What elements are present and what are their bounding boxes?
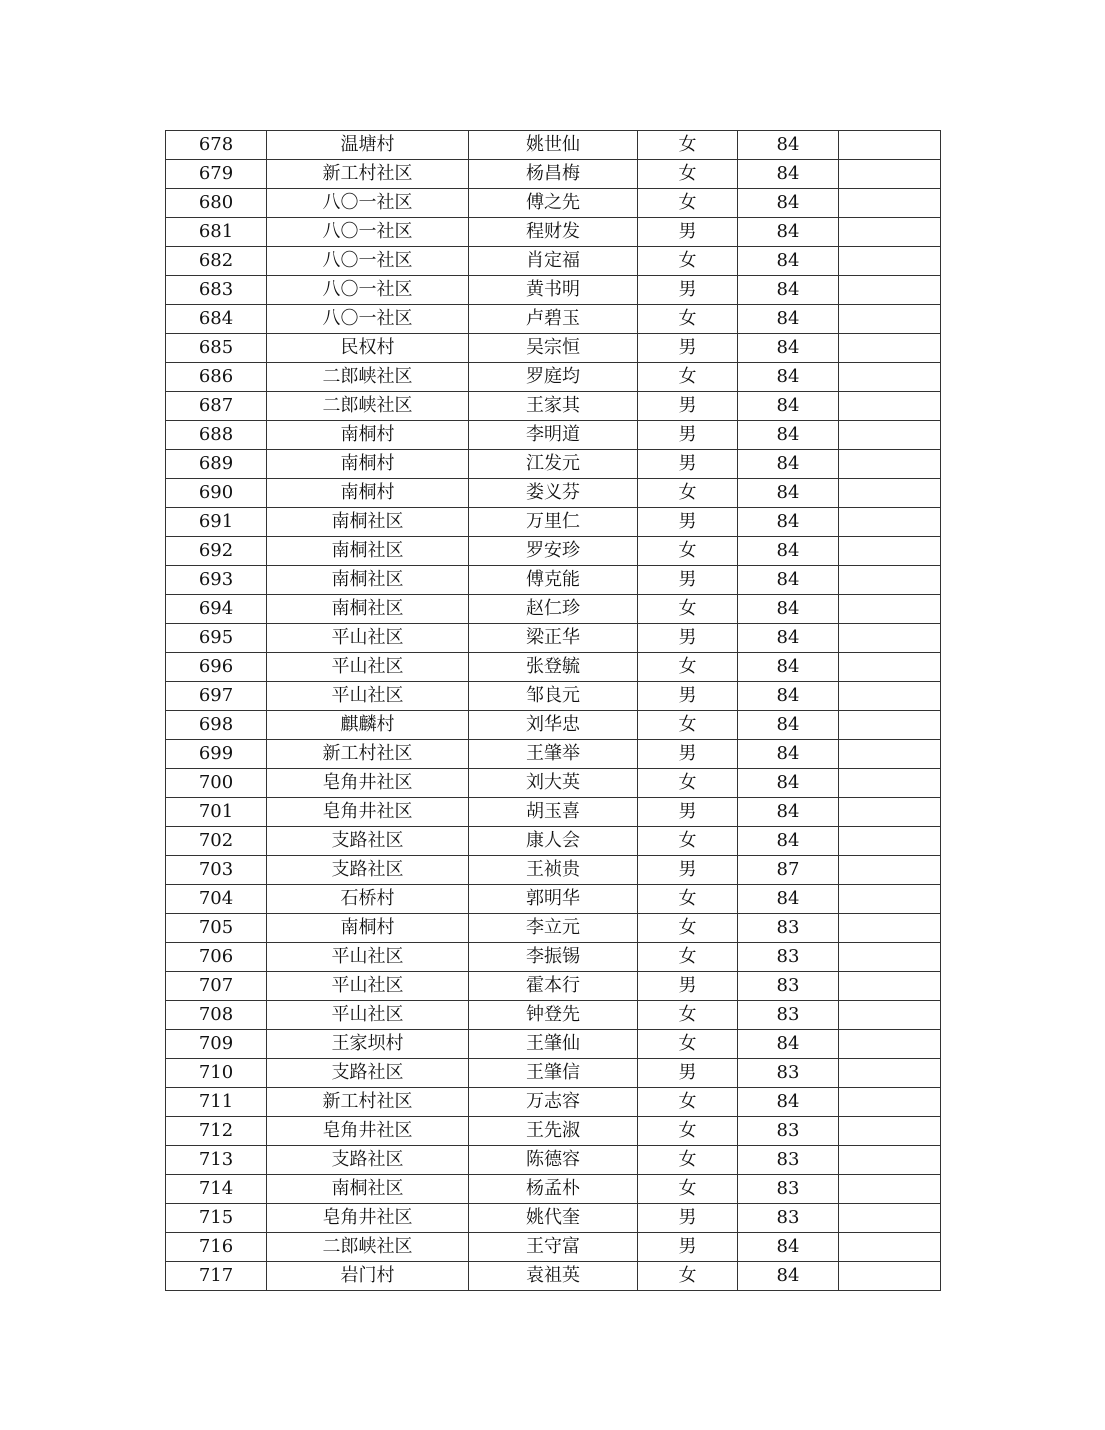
cell-name: 傅克能 [469, 566, 638, 595]
cell-name: 娄义芬 [469, 479, 638, 508]
cell-serial-number: 700 [166, 769, 267, 798]
cell-serial-number: 716 [166, 1233, 267, 1262]
table-row [166, 1030, 941, 1059]
cell-remark [839, 1117, 941, 1146]
cell-gender: 男 [638, 972, 738, 1001]
table-row [166, 1088, 941, 1117]
cell-name: 王先淑 [469, 1117, 638, 1146]
cell-gender: 女 [638, 1030, 738, 1059]
table-row [166, 479, 941, 508]
cell-name: 肖定福 [469, 247, 638, 276]
cell-remark [839, 798, 941, 827]
cell-name: 刘大英 [469, 769, 638, 798]
cell-gender: 女 [638, 479, 738, 508]
roster-table-body [166, 131, 941, 1291]
cell-name: 胡玉喜 [469, 798, 638, 827]
cell-serial-number: 703 [166, 856, 267, 885]
cell-age: 83 [738, 1204, 839, 1233]
cell-community: 平山社区 [267, 943, 469, 972]
table-row [166, 566, 941, 595]
cell-gender: 男 [638, 740, 738, 769]
cell-name: 邹良元 [469, 682, 638, 711]
cell-name: 王肇信 [469, 1059, 638, 1088]
cell-community: 平山社区 [267, 624, 469, 653]
cell-community: 皂角井社区 [267, 1204, 469, 1233]
cell-community: 新工村社区 [267, 740, 469, 769]
cell-gender: 女 [638, 537, 738, 566]
cell-serial-number: 704 [166, 885, 267, 914]
cell-age: 84 [738, 189, 839, 218]
cell-gender: 男 [638, 421, 738, 450]
table-row [166, 218, 941, 247]
table-row [166, 247, 941, 276]
cell-remark [839, 479, 941, 508]
cell-remark [839, 305, 941, 334]
cell-gender: 女 [638, 711, 738, 740]
cell-community: 南桐社区 [267, 508, 469, 537]
cell-community: 平山社区 [267, 972, 469, 1001]
table-row [166, 1204, 941, 1233]
cell-serial-number: 717 [166, 1262, 267, 1291]
cell-age: 84 [738, 131, 839, 160]
cell-name: 张登毓 [469, 653, 638, 682]
table-row [166, 450, 941, 479]
cell-age: 84 [738, 740, 839, 769]
cell-remark [839, 160, 941, 189]
cell-name: 袁祖英 [469, 1262, 638, 1291]
cell-community: 南桐社区 [267, 566, 469, 595]
cell-remark [839, 943, 941, 972]
cell-community: 八〇一社区 [267, 189, 469, 218]
cell-age: 83 [738, 1001, 839, 1030]
cell-serial-number: 682 [166, 247, 267, 276]
cell-name: 杨孟朴 [469, 1175, 638, 1204]
cell-community: 南桐社区 [267, 1175, 469, 1204]
cell-community: 温塘村 [267, 131, 469, 160]
cell-age: 87 [738, 856, 839, 885]
cell-community: 八〇一社区 [267, 247, 469, 276]
table-row [166, 856, 941, 885]
cell-serial-number: 678 [166, 131, 267, 160]
cell-age: 84 [738, 218, 839, 247]
cell-gender: 女 [638, 595, 738, 624]
cell-age: 84 [738, 276, 839, 305]
cell-gender: 女 [638, 914, 738, 943]
cell-age: 83 [738, 1059, 839, 1088]
cell-gender: 男 [638, 508, 738, 537]
cell-gender: 女 [638, 305, 738, 334]
table-row [166, 1175, 941, 1204]
cell-gender: 女 [638, 1088, 738, 1117]
cell-age: 84 [738, 479, 839, 508]
cell-gender: 男 [638, 276, 738, 305]
cell-gender: 男 [638, 566, 738, 595]
cell-serial-number: 688 [166, 421, 267, 450]
cell-remark [839, 624, 941, 653]
cell-age: 83 [738, 1146, 839, 1175]
cell-remark [839, 682, 941, 711]
cell-gender: 女 [638, 943, 738, 972]
cell-serial-number: 694 [166, 595, 267, 624]
cell-gender: 女 [638, 247, 738, 276]
cell-community: 南桐村 [267, 450, 469, 479]
cell-age: 83 [738, 943, 839, 972]
cell-name: 王守富 [469, 1233, 638, 1262]
cell-name: 黄书明 [469, 276, 638, 305]
cell-serial-number: 706 [166, 943, 267, 972]
cell-name: 刘华忠 [469, 711, 638, 740]
cell-name: 康人会 [469, 827, 638, 856]
cell-remark [839, 537, 941, 566]
cell-serial-number: 715 [166, 1204, 267, 1233]
cell-community: 八〇一社区 [267, 218, 469, 247]
cell-age: 84 [738, 682, 839, 711]
cell-remark [839, 189, 941, 218]
cell-remark [839, 1059, 941, 1088]
table-row [166, 1146, 941, 1175]
table-row [166, 972, 941, 1001]
cell-gender: 女 [638, 769, 738, 798]
table-row [166, 769, 941, 798]
cell-community: 南桐村 [267, 479, 469, 508]
cell-name: 郭明华 [469, 885, 638, 914]
cell-name: 王祯贵 [469, 856, 638, 885]
cell-age: 84 [738, 711, 839, 740]
cell-age: 84 [738, 1262, 839, 1291]
cell-age: 84 [738, 334, 839, 363]
table-row [166, 363, 941, 392]
cell-age: 84 [738, 1088, 839, 1117]
cell-gender: 女 [638, 885, 738, 914]
cell-remark [839, 1204, 941, 1233]
table-row [166, 508, 941, 537]
table-row [166, 305, 941, 334]
cell-community: 二郎峡社区 [267, 392, 469, 421]
cell-serial-number: 707 [166, 972, 267, 1001]
cell-serial-number: 713 [166, 1146, 267, 1175]
cell-name: 姚代奎 [469, 1204, 638, 1233]
cell-gender: 男 [638, 1233, 738, 1262]
cell-gender: 男 [638, 682, 738, 711]
cell-community: 二郎峡社区 [267, 1233, 469, 1262]
cell-age: 84 [738, 160, 839, 189]
table-row [166, 885, 941, 914]
cell-serial-number: 683 [166, 276, 267, 305]
cell-age: 84 [738, 363, 839, 392]
cell-community: 皂角井社区 [267, 769, 469, 798]
cell-remark [839, 740, 941, 769]
cell-serial-number: 695 [166, 624, 267, 653]
cell-name: 罗安珍 [469, 537, 638, 566]
cell-gender: 男 [638, 218, 738, 247]
cell-remark [839, 769, 941, 798]
cell-remark [839, 363, 941, 392]
cell-remark [839, 856, 941, 885]
cell-gender: 男 [638, 450, 738, 479]
cell-community: 石桥村 [267, 885, 469, 914]
cell-remark [839, 1175, 941, 1204]
cell-name: 赵仁珍 [469, 595, 638, 624]
cell-age: 84 [738, 769, 839, 798]
table-row [166, 711, 941, 740]
table-row [166, 334, 941, 363]
cell-name: 李振锡 [469, 943, 638, 972]
cell-name: 姚世仙 [469, 131, 638, 160]
cell-serial-number: 692 [166, 537, 267, 566]
cell-community: 民权村 [267, 334, 469, 363]
cell-gender: 女 [638, 189, 738, 218]
cell-age: 84 [738, 421, 839, 450]
cell-community: 支路社区 [267, 1146, 469, 1175]
cell-serial-number: 679 [166, 160, 267, 189]
cell-community: 南桐社区 [267, 537, 469, 566]
cell-remark [839, 392, 941, 421]
table-row [166, 740, 941, 769]
cell-remark [839, 421, 941, 450]
cell-name: 罗庭均 [469, 363, 638, 392]
cell-gender: 女 [638, 1001, 738, 1030]
cell-serial-number: 690 [166, 479, 267, 508]
cell-community: 平山社区 [267, 653, 469, 682]
cell-name: 吴宗恒 [469, 334, 638, 363]
cell-community: 南桐社区 [267, 595, 469, 624]
cell-age: 84 [738, 1030, 839, 1059]
cell-gender: 男 [638, 624, 738, 653]
cell-community: 八〇一社区 [267, 276, 469, 305]
cell-remark [839, 711, 941, 740]
table-row [166, 798, 941, 827]
cell-community: 二郎峡社区 [267, 363, 469, 392]
cell-age: 84 [738, 798, 839, 827]
cell-remark [839, 1146, 941, 1175]
cell-serial-number: 710 [166, 1059, 267, 1088]
cell-serial-number: 680 [166, 189, 267, 218]
cell-name: 王肇仙 [469, 1030, 638, 1059]
cell-serial-number: 701 [166, 798, 267, 827]
cell-gender: 女 [638, 363, 738, 392]
cell-gender: 女 [638, 653, 738, 682]
cell-gender: 女 [638, 1262, 738, 1291]
cell-name: 傅之先 [469, 189, 638, 218]
cell-serial-number: 714 [166, 1175, 267, 1204]
cell-gender: 女 [638, 1175, 738, 1204]
cell-serial-number: 696 [166, 653, 267, 682]
cell-age: 84 [738, 595, 839, 624]
cell-community: 新工村社区 [267, 160, 469, 189]
cell-community: 南桐村 [267, 914, 469, 943]
cell-remark [839, 595, 941, 624]
cell-remark [839, 131, 941, 160]
cell-age: 84 [738, 537, 839, 566]
cell-community: 平山社区 [267, 1001, 469, 1030]
table-row [166, 189, 941, 218]
cell-name: 江发元 [469, 450, 638, 479]
cell-remark [839, 276, 941, 305]
table-row [166, 1117, 941, 1146]
cell-serial-number: 691 [166, 508, 267, 537]
table-row [166, 682, 941, 711]
table-row [166, 595, 941, 624]
cell-community: 支路社区 [267, 827, 469, 856]
cell-name: 程财发 [469, 218, 638, 247]
cell-name: 钟登先 [469, 1001, 638, 1030]
cell-serial-number: 698 [166, 711, 267, 740]
cell-remark [839, 914, 941, 943]
table-row [166, 914, 941, 943]
cell-community: 南桐村 [267, 421, 469, 450]
cell-age: 84 [738, 1233, 839, 1262]
cell-age: 83 [738, 972, 839, 1001]
cell-community: 岩门村 [267, 1262, 469, 1291]
cell-age: 84 [738, 508, 839, 537]
cell-remark [839, 566, 941, 595]
cell-age: 83 [738, 914, 839, 943]
cell-age: 83 [738, 1117, 839, 1146]
table-row [166, 1059, 941, 1088]
table-row [166, 160, 941, 189]
table-row [166, 392, 941, 421]
cell-gender: 男 [638, 798, 738, 827]
cell-serial-number: 705 [166, 914, 267, 943]
cell-serial-number: 681 [166, 218, 267, 247]
cell-community: 王家坝村 [267, 1030, 469, 1059]
cell-gender: 男 [638, 392, 738, 421]
cell-remark [839, 972, 941, 1001]
cell-age: 84 [738, 885, 839, 914]
table-row [166, 537, 941, 566]
cell-gender: 女 [638, 827, 738, 856]
roster-table [165, 130, 941, 1291]
cell-age: 84 [738, 450, 839, 479]
cell-serial-number: 697 [166, 682, 267, 711]
cell-gender: 女 [638, 160, 738, 189]
cell-age: 84 [738, 305, 839, 334]
cell-age: 84 [738, 566, 839, 595]
cell-remark [839, 1262, 941, 1291]
cell-remark [839, 1001, 941, 1030]
cell-remark [839, 450, 941, 479]
cell-remark [839, 1030, 941, 1059]
cell-serial-number: 686 [166, 363, 267, 392]
cell-remark [839, 653, 941, 682]
cell-serial-number: 702 [166, 827, 267, 856]
table-row [166, 653, 941, 682]
cell-community: 皂角井社区 [267, 798, 469, 827]
cell-remark [839, 885, 941, 914]
table-row [166, 1001, 941, 1030]
cell-name: 李立元 [469, 914, 638, 943]
table-row [166, 1262, 941, 1291]
cell-gender: 男 [638, 1059, 738, 1088]
cell-remark [839, 1088, 941, 1117]
cell-community: 支路社区 [267, 856, 469, 885]
cell-gender: 女 [638, 131, 738, 160]
cell-serial-number: 693 [166, 566, 267, 595]
cell-age: 84 [738, 624, 839, 653]
cell-age: 83 [738, 1175, 839, 1204]
table-row [166, 1233, 941, 1262]
cell-community: 皂角井社区 [267, 1117, 469, 1146]
cell-age: 84 [738, 653, 839, 682]
cell-name: 霍本行 [469, 972, 638, 1001]
cell-remark [839, 247, 941, 276]
cell-name: 梁正华 [469, 624, 638, 653]
table-row [166, 827, 941, 856]
cell-name: 万里仁 [469, 508, 638, 537]
cell-serial-number: 687 [166, 392, 267, 421]
cell-serial-number: 685 [166, 334, 267, 363]
cell-name: 卢碧玉 [469, 305, 638, 334]
cell-gender: 女 [638, 1117, 738, 1146]
cell-gender: 男 [638, 1204, 738, 1233]
cell-name: 李明道 [469, 421, 638, 450]
table-row [166, 276, 941, 305]
cell-age: 84 [738, 392, 839, 421]
cell-name: 王肇举 [469, 740, 638, 769]
cell-remark [839, 1233, 941, 1262]
cell-serial-number: 709 [166, 1030, 267, 1059]
table-row [166, 624, 941, 653]
table-row [166, 943, 941, 972]
cell-community: 平山社区 [267, 682, 469, 711]
cell-community: 麒麟村 [267, 711, 469, 740]
cell-remark [839, 334, 941, 363]
cell-name: 陈德容 [469, 1146, 638, 1175]
table-row [166, 421, 941, 450]
cell-serial-number: 712 [166, 1117, 267, 1146]
cell-gender: 女 [638, 1146, 738, 1175]
cell-serial-number: 711 [166, 1088, 267, 1117]
cell-remark [839, 827, 941, 856]
cell-community: 八〇一社区 [267, 305, 469, 334]
cell-age: 84 [738, 827, 839, 856]
cell-community: 新工村社区 [267, 1088, 469, 1117]
cell-gender: 男 [638, 334, 738, 363]
cell-community: 支路社区 [267, 1059, 469, 1088]
cell-gender: 男 [638, 856, 738, 885]
cell-serial-number: 689 [166, 450, 267, 479]
cell-remark [839, 508, 941, 537]
cell-remark [839, 218, 941, 247]
cell-age: 84 [738, 247, 839, 276]
cell-serial-number: 708 [166, 1001, 267, 1030]
cell-name: 万志容 [469, 1088, 638, 1117]
cell-serial-number: 684 [166, 305, 267, 334]
document-page [165, 130, 940, 1291]
table-row [166, 131, 941, 160]
cell-name: 王家其 [469, 392, 638, 421]
cell-name: 杨昌梅 [469, 160, 638, 189]
cell-serial-number: 699 [166, 740, 267, 769]
